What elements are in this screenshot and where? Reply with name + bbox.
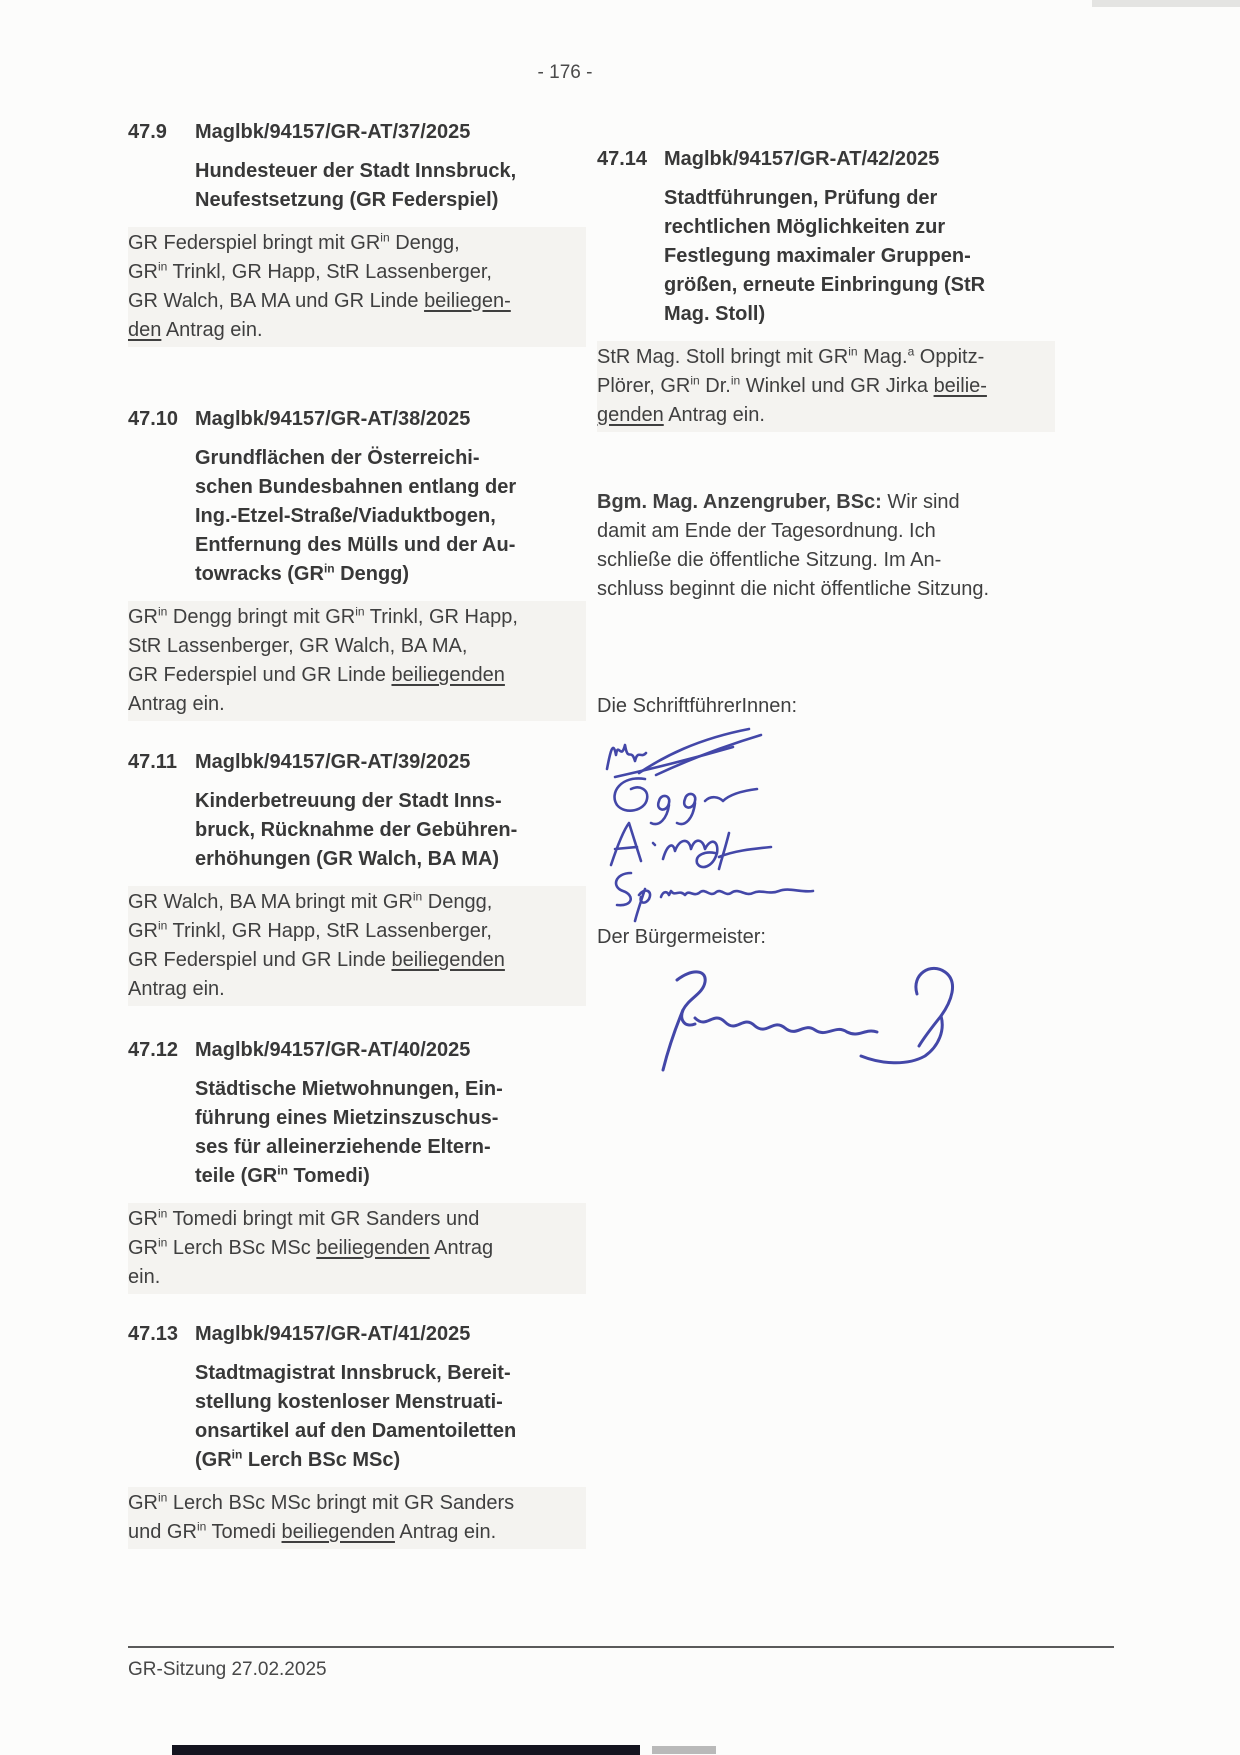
- item-body: StR Mag. Stoll bringt mit $GR^{in}$ Mag.$^a$ Oppitz- Plörer, $GR^{in}$ Dr.$^{in}$ Winkel und GR Jirka beilie- genden Antrag ein.: [597, 341, 1055, 432]
- item-number: 47.13: [128, 1323, 179, 1345]
- item-reference: Maglbk/94157/GR-AT/40/2025: [195, 1039, 471, 1061]
- item-body: $GR^{in}$ Lerch BSc MSc bringt mit GR Sanders und $GR^{in}$ Tomedi beiliegenden Antrag ein.: [128, 1487, 586, 1549]
- signature-mayor-image: [649, 954, 979, 1076]
- item-number: 47.9: [128, 121, 167, 143]
- agenda-item-47-9: [128, 118, 586, 347]
- item-number: 47.12: [128, 1039, 179, 1061]
- item-subject: Stadtführungen, Prüfung der rechtlichen Möglichkeiten zur Festlegung maximaler Gruppen- größen, erneute Einbringung (StR Mag. Stoll): [664, 187, 986, 325]
- scan-artifact-top-right: [1092, 0, 1240, 7]
- item-number: 47.10: [128, 408, 179, 430]
- agenda-item-47-12: [128, 1036, 586, 1294]
- item-subject: Städtische Mietwohnungen, Ein- führung eines Mietzinszuschus- ses für alleinerziehende Eltern- teile ($GR^{in}$ Tomedi): [195, 1078, 503, 1187]
- item-reference: Maglbk/94157/GR-AT/41/2025: [195, 1323, 471, 1345]
- closing-statement: Bgm. Mag. Anzengruber, BSc: Wir sind damit am Ende der Tagesordnung. Ich schließe die öffentliche Sitzung. Im An- schluss beginnt die nicht öffentliche Sitzung.: [597, 491, 990, 600]
- agenda-item-47-14: [597, 145, 1055, 432]
- scan-artifact-bottom-bar-light: [652, 1746, 716, 1754]
- mayor-label: Der Bürgermeister:: [597, 926, 766, 948]
- item-number: 47.11: [128, 751, 177, 773]
- column-left: [128, 118, 586, 1549]
- item-body: $GR^{in}$ Dengg bringt mit $GR^{in}$ Trinkl, GR Happ, StR Lassenberger, GR Walch, BA MA, GR Federspiel und GR Linde beiliegenden Antrag ein.: [128, 601, 586, 721]
- item-subject: Kinderbetreuung der Stadt Inns- bruck, Rücknahme der Gebühren- erhöhungen (GR Walch, BA MA): [195, 790, 518, 870]
- secretary-signatures: [601, 723, 1055, 923]
- item-reference: Maglbk/94157/GR-AT/38/2025: [195, 408, 471, 430]
- scan-artifact-bottom-bar: [172, 1745, 640, 1755]
- item-reference: Maglbk/94157/GR-AT/37/2025: [195, 121, 471, 143]
- item-reference: Maglbk/94157/GR-AT/39/2025: [195, 751, 471, 773]
- item-body: GR Walch, BA MA bringt mit $GR^{in}$ Dengg, $GR^{in}$ Trinkl, GR Happ, StR Lassenberger, GR Federspiel und GR Linde beiliegenden Antrag ein.: [128, 886, 586, 1006]
- footer-text: GR-Sitzung 27.02.2025: [128, 1659, 327, 1680]
- secretaries-label: Die SchriftführerInnen:: [597, 695, 798, 717]
- agenda-item-47-11: [128, 748, 586, 1006]
- item-reference: Maglbk/94157/GR-AT/42/2025: [664, 148, 940, 170]
- item-body: GR Federspiel bringt mit $GR^{in}$ Dengg, $GR^{in}$ Trinkl, GR Happ, StR Lassenberger, GR Walch, BA MA und GR Linde beiliegen- den Antrag ein.: [128, 227, 586, 347]
- page-number: - 176 -: [537, 62, 593, 83]
- item-subject: Grundflächen der Österreichi- schen Bundesbahnen entlang der Ing.-Etzel-Straße/Viaduktbogen, Entfernung des Mülls und der Au- towracks ($GR^{in}$ Dengg): [195, 447, 517, 585]
- signature-secretary-4-image: [601, 861, 851, 923]
- item-subject: Hundesteuer der Stadt Innsbruck, Neufestsetzung (GR Federspiel): [195, 160, 517, 211]
- agenda-item-47-13: [128, 1320, 586, 1549]
- item-subject: Stadtmagistrat Innsbruck, Bereit- stellung kostenloser Menstruati- onsartikel auf den Damentoiletten ($GR^{in}$ Lerch BSc MSc): [195, 1362, 517, 1471]
- column-right: [597, 145, 1055, 1076]
- item-number: 47.14: [597, 148, 648, 170]
- agenda-item-47-10: [128, 405, 586, 721]
- footer-divider: [128, 1646, 1114, 1648]
- item-body: $GR^{in}$ Tomedi bringt mit GR Sanders und $GR^{in}$ Lerch BSc MSc beiliegenden Antrag ein.: [128, 1203, 586, 1294]
